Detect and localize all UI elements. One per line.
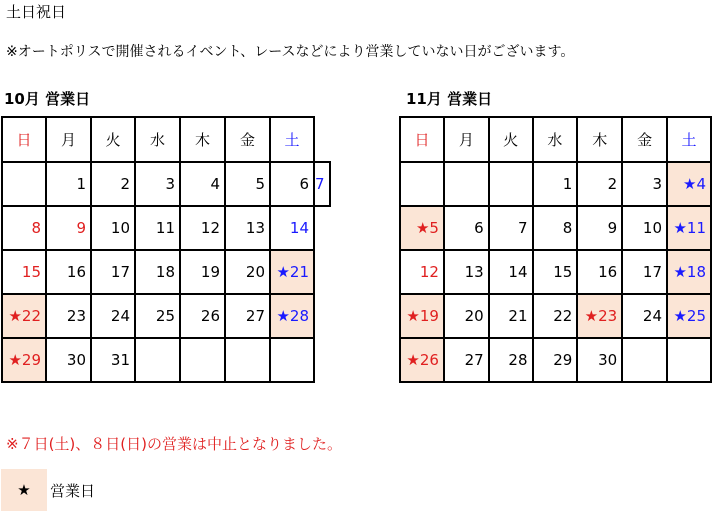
day-cell: 18 [135, 250, 180, 294]
day-cell: 1 [533, 162, 578, 206]
weekday-header-row [2, 117, 330, 162]
day-cell: 8 [2, 206, 46, 250]
page-heading: 土日祝日 [6, 3, 67, 21]
legend-label: 営業日 [50, 482, 96, 500]
week-row [2, 338, 330, 382]
day-cell: 13 [225, 206, 270, 250]
weekday-header: 金 [225, 117, 270, 162]
day-cell: 27 [225, 294, 270, 338]
day-cell: 16 [577, 250, 622, 294]
day-cell: 14 [270, 206, 314, 250]
open-day-cell: ★21 [270, 250, 314, 294]
day-cell: 17 [622, 250, 667, 294]
day-cell: 12 [400, 250, 444, 294]
day-cell: 8 [533, 206, 578, 250]
weekday-header: 月 [46, 117, 91, 162]
weekday-header: 水 [533, 117, 578, 162]
day-cell: 20 [225, 250, 270, 294]
weekday-header: 日 [400, 117, 444, 162]
open-day-cell: ★23 [577, 294, 622, 338]
day-cell: 9 [46, 206, 91, 250]
open-day-cell: ★29 [2, 338, 46, 382]
day-cell: 9 [577, 206, 622, 250]
day-cell: 19 [180, 250, 225, 294]
empty-cell [622, 338, 667, 382]
weekday-header-row [400, 117, 711, 162]
open-day-cell: ★4 [667, 162, 711, 206]
week-row [400, 294, 711, 338]
weekday-header: 火 [91, 117, 135, 162]
day-cell: 20 [444, 294, 489, 338]
open-day-cell: ★28 [270, 294, 314, 338]
closure-notice: ※オートポリスで開催されるイベント、レースなどにより営業していない日がございます。 [6, 44, 575, 60]
day-cell: 25 [135, 294, 180, 338]
week-row [2, 294, 330, 338]
day-cell: 17 [91, 250, 135, 294]
day-cell: 27 [444, 338, 489, 382]
day-cell: 15 [2, 250, 46, 294]
empty-cell [270, 338, 314, 382]
november-calendar [399, 116, 712, 383]
empty-cell [135, 338, 180, 382]
empty-cell [444, 162, 489, 206]
open-day-cell: ★26 [400, 338, 444, 382]
day-cell: 23 [46, 294, 91, 338]
november-title: 11月 営業日 [406, 90, 493, 108]
day-cell: 10 [91, 206, 135, 250]
day-cell: 10 [622, 206, 667, 250]
open-day-cell: ★25 [667, 294, 711, 338]
day-cell: 24 [91, 294, 135, 338]
week-row [2, 206, 330, 250]
day-cell: 4 [180, 162, 225, 206]
october-calendar [1, 116, 331, 383]
day-cell: 30 [577, 338, 622, 382]
empty-cell [180, 338, 225, 382]
day-cell: 3 [135, 162, 180, 206]
weekday-header: 木 [577, 117, 622, 162]
weekday-header: 金 [622, 117, 667, 162]
open-day-cell: ★5 [400, 206, 444, 250]
weekday-header: 水 [135, 117, 180, 162]
open-day-cell: ★18 [667, 250, 711, 294]
day-cell: 14 [489, 250, 533, 294]
day-cell: 29 [533, 338, 578, 382]
open-day-cell: ★19 [400, 294, 444, 338]
day-cell: 16 [46, 250, 91, 294]
day-cell: 7 [489, 206, 533, 250]
week-row [2, 162, 330, 206]
day-cell: 11 [135, 206, 180, 250]
week-row [2, 250, 330, 294]
day-cell: 13 [444, 250, 489, 294]
open-day-cell: ★22 [2, 294, 46, 338]
weekday-header: 土 [667, 117, 711, 162]
day-cell: 5 [225, 162, 270, 206]
day-cell: 31 [91, 338, 135, 382]
week-row [400, 250, 711, 294]
day-cell: 22 [533, 294, 578, 338]
day-cell: 15 [533, 250, 578, 294]
empty-cell [2, 162, 46, 206]
day-cell: 6 [270, 162, 314, 206]
day-cell: 3 [622, 162, 667, 206]
day-cell: 1 [46, 162, 91, 206]
empty-cell [225, 338, 270, 382]
day-cell: 12 [180, 206, 225, 250]
star-icon: ★ [17, 481, 31, 499]
day-cell: 24 [622, 294, 667, 338]
day-cell: 2 [577, 162, 622, 206]
day-cell: 6 [444, 206, 489, 250]
week-row [400, 162, 711, 206]
day-cell: 7 [314, 162, 330, 206]
week-row [400, 338, 711, 382]
week-row [400, 206, 711, 250]
cancellation-note: ※７日(土)、８日(日)の営業は中止となりました。 [6, 435, 342, 453]
weekday-header: 月 [444, 117, 489, 162]
empty-cell [400, 162, 444, 206]
weekday-header: 日 [2, 117, 46, 162]
day-cell: 28 [489, 338, 533, 382]
day-cell: 21 [489, 294, 533, 338]
legend-swatch [1, 469, 47, 511]
empty-cell [667, 338, 711, 382]
weekday-header: 土 [270, 117, 314, 162]
weekday-header: 木 [180, 117, 225, 162]
day-cell: 2 [91, 162, 135, 206]
day-cell: 26 [180, 294, 225, 338]
day-cell: 30 [46, 338, 91, 382]
weekday-header: 火 [489, 117, 533, 162]
october-title: 10月 営業日 [4, 90, 91, 108]
empty-cell [489, 162, 533, 206]
open-day-cell: ★11 [667, 206, 711, 250]
